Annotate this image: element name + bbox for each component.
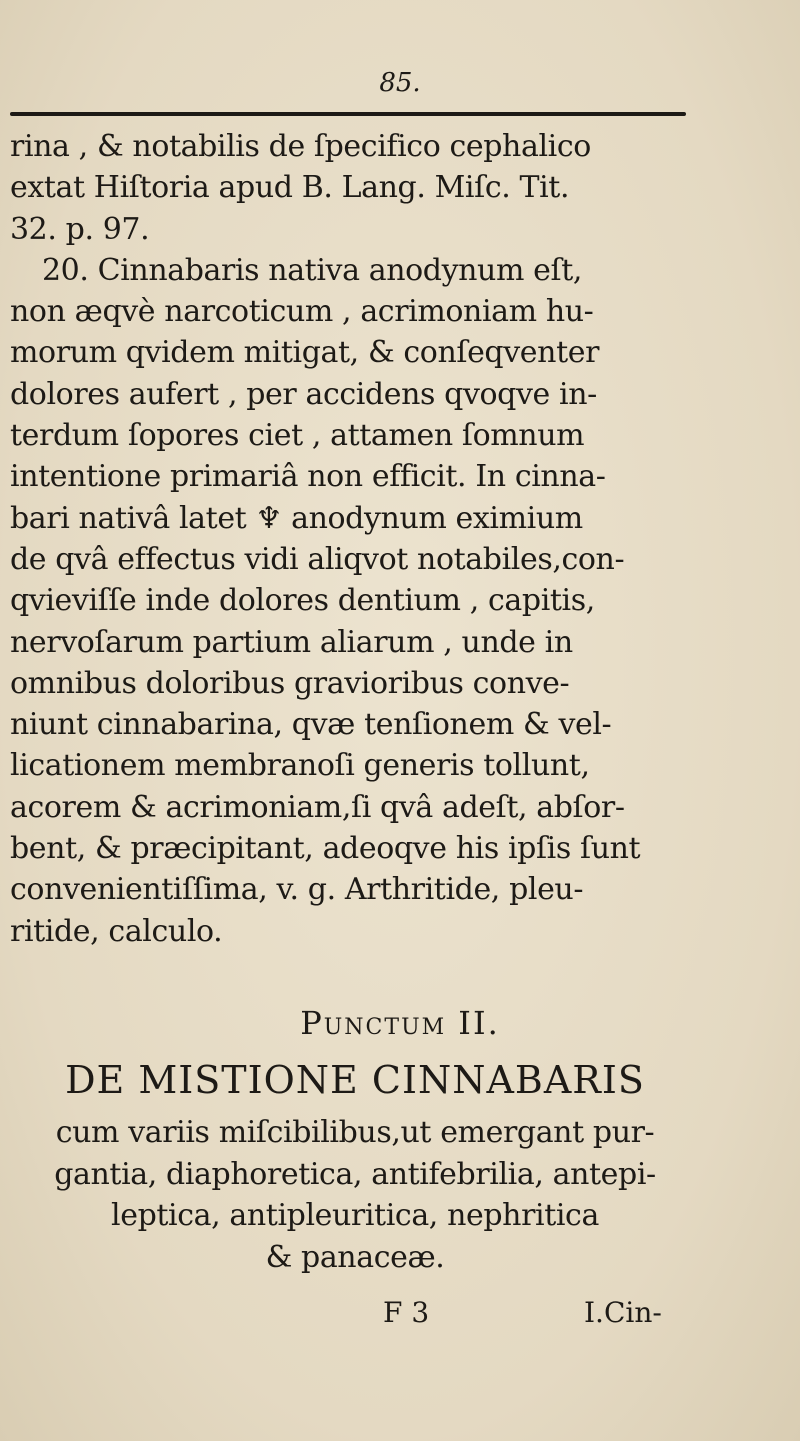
text-line: morum qvidem mitigat, & conſeqventer: [10, 335, 600, 371]
text-line: omnibus doloribus gravioribus conve-: [10, 665, 570, 701]
text-line: rina , & notabilis de ſpecifico cephalico: [10, 129, 591, 164]
subtitle-line: cum variis miſcibilibus,ut emergant pur-: [55, 1115, 655, 1150]
text-line: intentione primariâ non efficit. In cinna-: [10, 459, 606, 495]
text-line: extat Hiſtoria apud B. Lang. Miſc. Tit.: [10, 170, 570, 206]
text-line: de qvâ effectus vidi aliqvot notabiles,con-: [10, 541, 625, 577]
text-line: convenientiſſima, v. g. Arthritide, pleu-: [10, 872, 584, 908]
text-line: niunt cinnabarina, qvæ tenſionem & vel-: [10, 707, 612, 743]
header-rule: [10, 112, 686, 116]
text-line: bari nativâ latet ♆ anodynum eximium: [10, 500, 583, 536]
section-title: Punctum II.: [300, 1004, 500, 1042]
section-heading: DE MISTIONE CINNABARIS: [65, 1058, 645, 1102]
catchword: I.Cin-: [584, 1296, 662, 1329]
text-line: 20. Cinnabaris nativa anodynum eſt,: [42, 252, 583, 288]
text-line: non æqvè narcoticum , acrimoniam hu-: [10, 294, 594, 330]
page-number: 85.: [379, 68, 421, 98]
text-line: qvieviſſe inde dolores dentium , capitis,: [10, 583, 595, 619]
text-line: bent, & præcipitant, adeoqve his ipſis ſunt: [10, 831, 641, 867]
text-line: acorem & acrimoniam,ſi qvâ adeſt, abſor-: [10, 789, 625, 825]
text-line: dolores aufert , per accidens qvoqve in-: [10, 376, 597, 412]
text-line: ritide, calculo.: [10, 913, 223, 949]
text-line: licationem membranoſi generis tollunt,: [10, 748, 590, 784]
subtitle-line: & panaceæ.: [265, 1239, 445, 1275]
subtitle-line: gantia, diaphoretica, antifebrilia, antepi-: [54, 1156, 656, 1192]
text-line: 32. p. 97.: [10, 211, 150, 247]
subtitle-line: leptica, antipleuritica, nephritica: [111, 1198, 599, 1233]
signature-mark: F 3: [383, 1296, 430, 1329]
body-text: [10, 126, 700, 952]
text-line: nervoſarum partium aliarum , unde in: [10, 624, 573, 660]
section-subtitle: [10, 1112, 700, 1278]
text-line: terdum ſopores ciet , attamen ſomnum: [10, 418, 585, 454]
